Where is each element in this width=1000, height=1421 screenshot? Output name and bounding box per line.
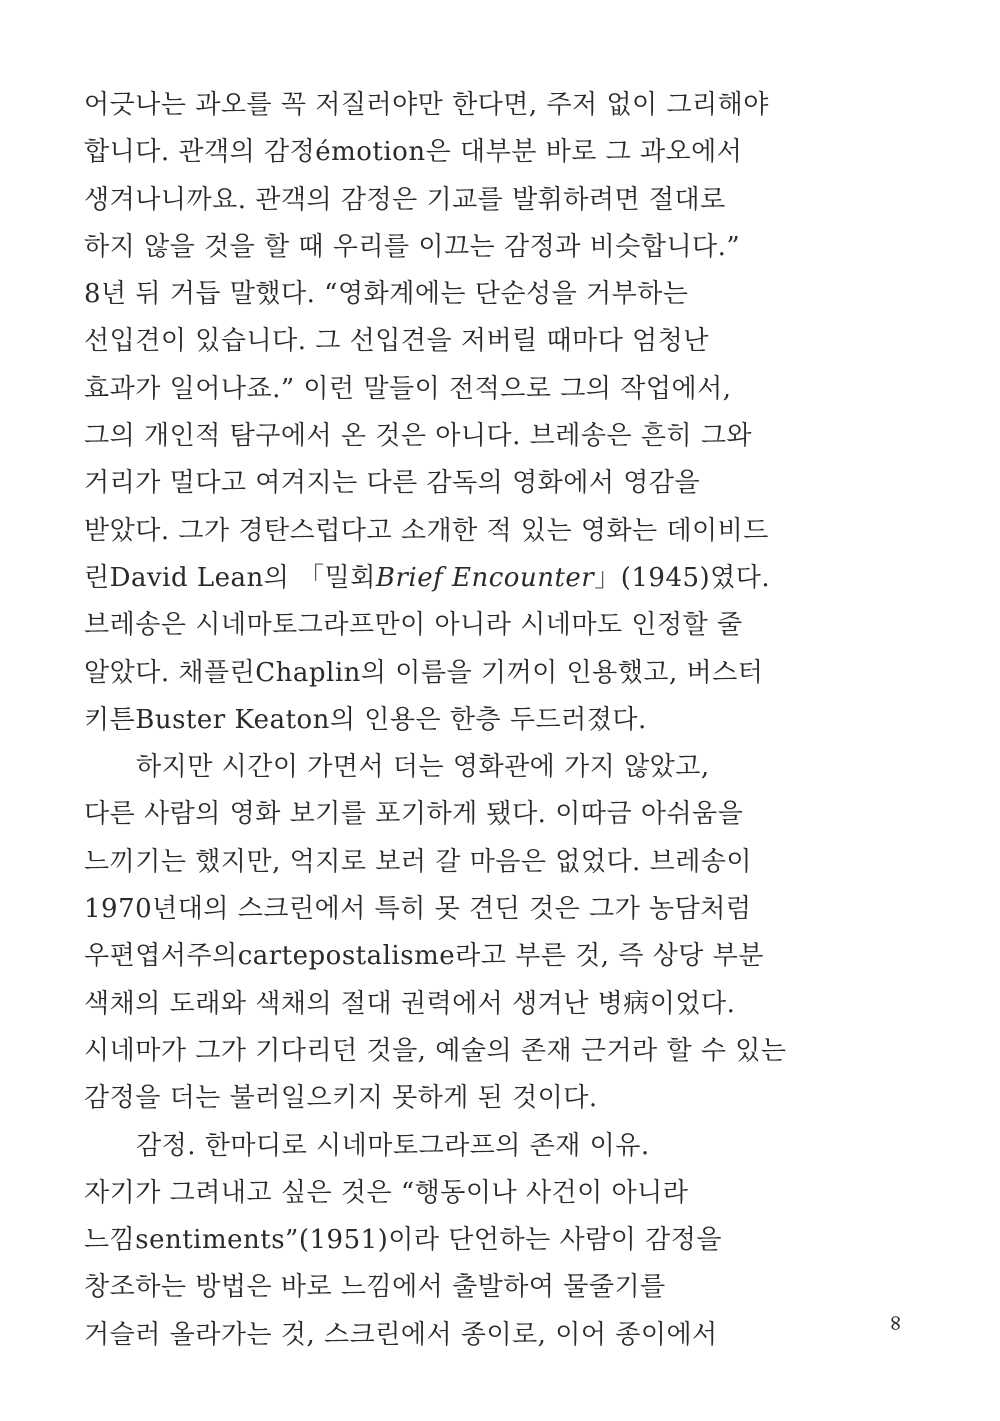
paragraph-start-line: 감정. 한마디로 시네마토그라프의 존재 이유. xyxy=(136,1130,650,1161)
text-line: 감정을 더는 불러일으키지 못하게 된 것이다. xyxy=(84,1083,598,1114)
text-line: 다른 사람의 영화 보기를 포기하게 됐다. 이따금 아쉬움을 xyxy=(84,799,744,830)
text-body xyxy=(84,82,844,1359)
text-line: 하지 않을 것을 할 때 우리를 이끄는 감정과 비슷합니다.” xyxy=(84,231,741,262)
text-line: 느낌sentiments”(1951)이라 단언하는 사람이 감정을 xyxy=(84,1225,722,1256)
text-line: 자기가 그려내고 싶은 것은 “행동이나 사건이 아니라 xyxy=(84,1177,689,1208)
text-line: 알았다. 채플린Chaplin의 이름을 기꺼이 인용했고, 버스터 xyxy=(84,657,764,688)
film-title-after: 」(1945)였다. xyxy=(594,562,771,593)
text-line: 느끼기는 했지만, 억지로 보러 갈 마음은 없었다. 브레송이 xyxy=(84,846,753,877)
text-line: 어긋나는 과오를 꼭 저질러야만 한다면, 주저 없이 그리해야 xyxy=(84,90,769,120)
text-line: 그의 개인적 탐구에서 온 것은 아니다. 브레송은 흔히 그와 xyxy=(84,421,753,452)
film-title-before: 린David Lean의 「밀회 xyxy=(84,562,376,593)
paragraph-start-line: 하지만 시간이 가면서 더는 영화관에 가지 않았고, xyxy=(136,752,710,783)
text-line: 거슬러 올라가는 것, 스크린에서 종이로, 이어 종이에서 xyxy=(84,1319,718,1350)
text-line: 합니다. 관객의 감정émotion은 대부분 바로 그 과오에서 xyxy=(84,137,743,168)
text-line: 키튼Buster Keaton의 인용은 한층 두드러졌다. xyxy=(84,704,647,735)
text-line: 색채의 도래와 색채의 절대 권력에서 생겨난 병病이었다. xyxy=(84,988,736,1019)
page-number: ∞ xyxy=(883,1313,908,1333)
text-line: 1970년대의 스크린에서 특히 못 견딘 것은 그가 농담처럼 xyxy=(84,894,752,925)
text-line: 거리가 멀다고 여겨지는 다른 감독의 영화에서 영감을 xyxy=(84,468,701,499)
text-line: 생겨나니까요. 관객의 감정은 기교를 발휘하려면 절대로 xyxy=(84,184,726,215)
text-line: 우편엽서주의cartepostalisme라고 부른 것, 즉 상당 부분 xyxy=(84,941,764,972)
film-title-italic: Brief Encounter xyxy=(375,562,595,593)
text-line: 선입견이 있습니다. 그 선입견을 저버릴 때마다 엄청난 xyxy=(84,326,709,357)
text-line: 창조하는 방법은 바로 느낌에서 출발하여 물줄기를 xyxy=(84,1272,666,1303)
text-line: 받았다. 그가 경탄스럽다고 소개한 적 있는 영화는 데이비드 xyxy=(84,515,769,546)
text-line-film-title xyxy=(84,555,844,602)
text-line: 시네마가 그가 기다리던 것을, 예술의 존재 근거라 할 수 있는 xyxy=(84,1035,787,1066)
text-line: 8년 뒤 거듭 말했다. “영화계에는 단순성을 거부하는 xyxy=(84,279,689,310)
text-line: 효과가 일어나죠.” 이런 말들이 전적으로 그의 작업에서, xyxy=(84,373,732,404)
text-line: 브레송은 시네마토그라프만이 아니라 시네마도 인정할 줄 xyxy=(84,610,743,641)
